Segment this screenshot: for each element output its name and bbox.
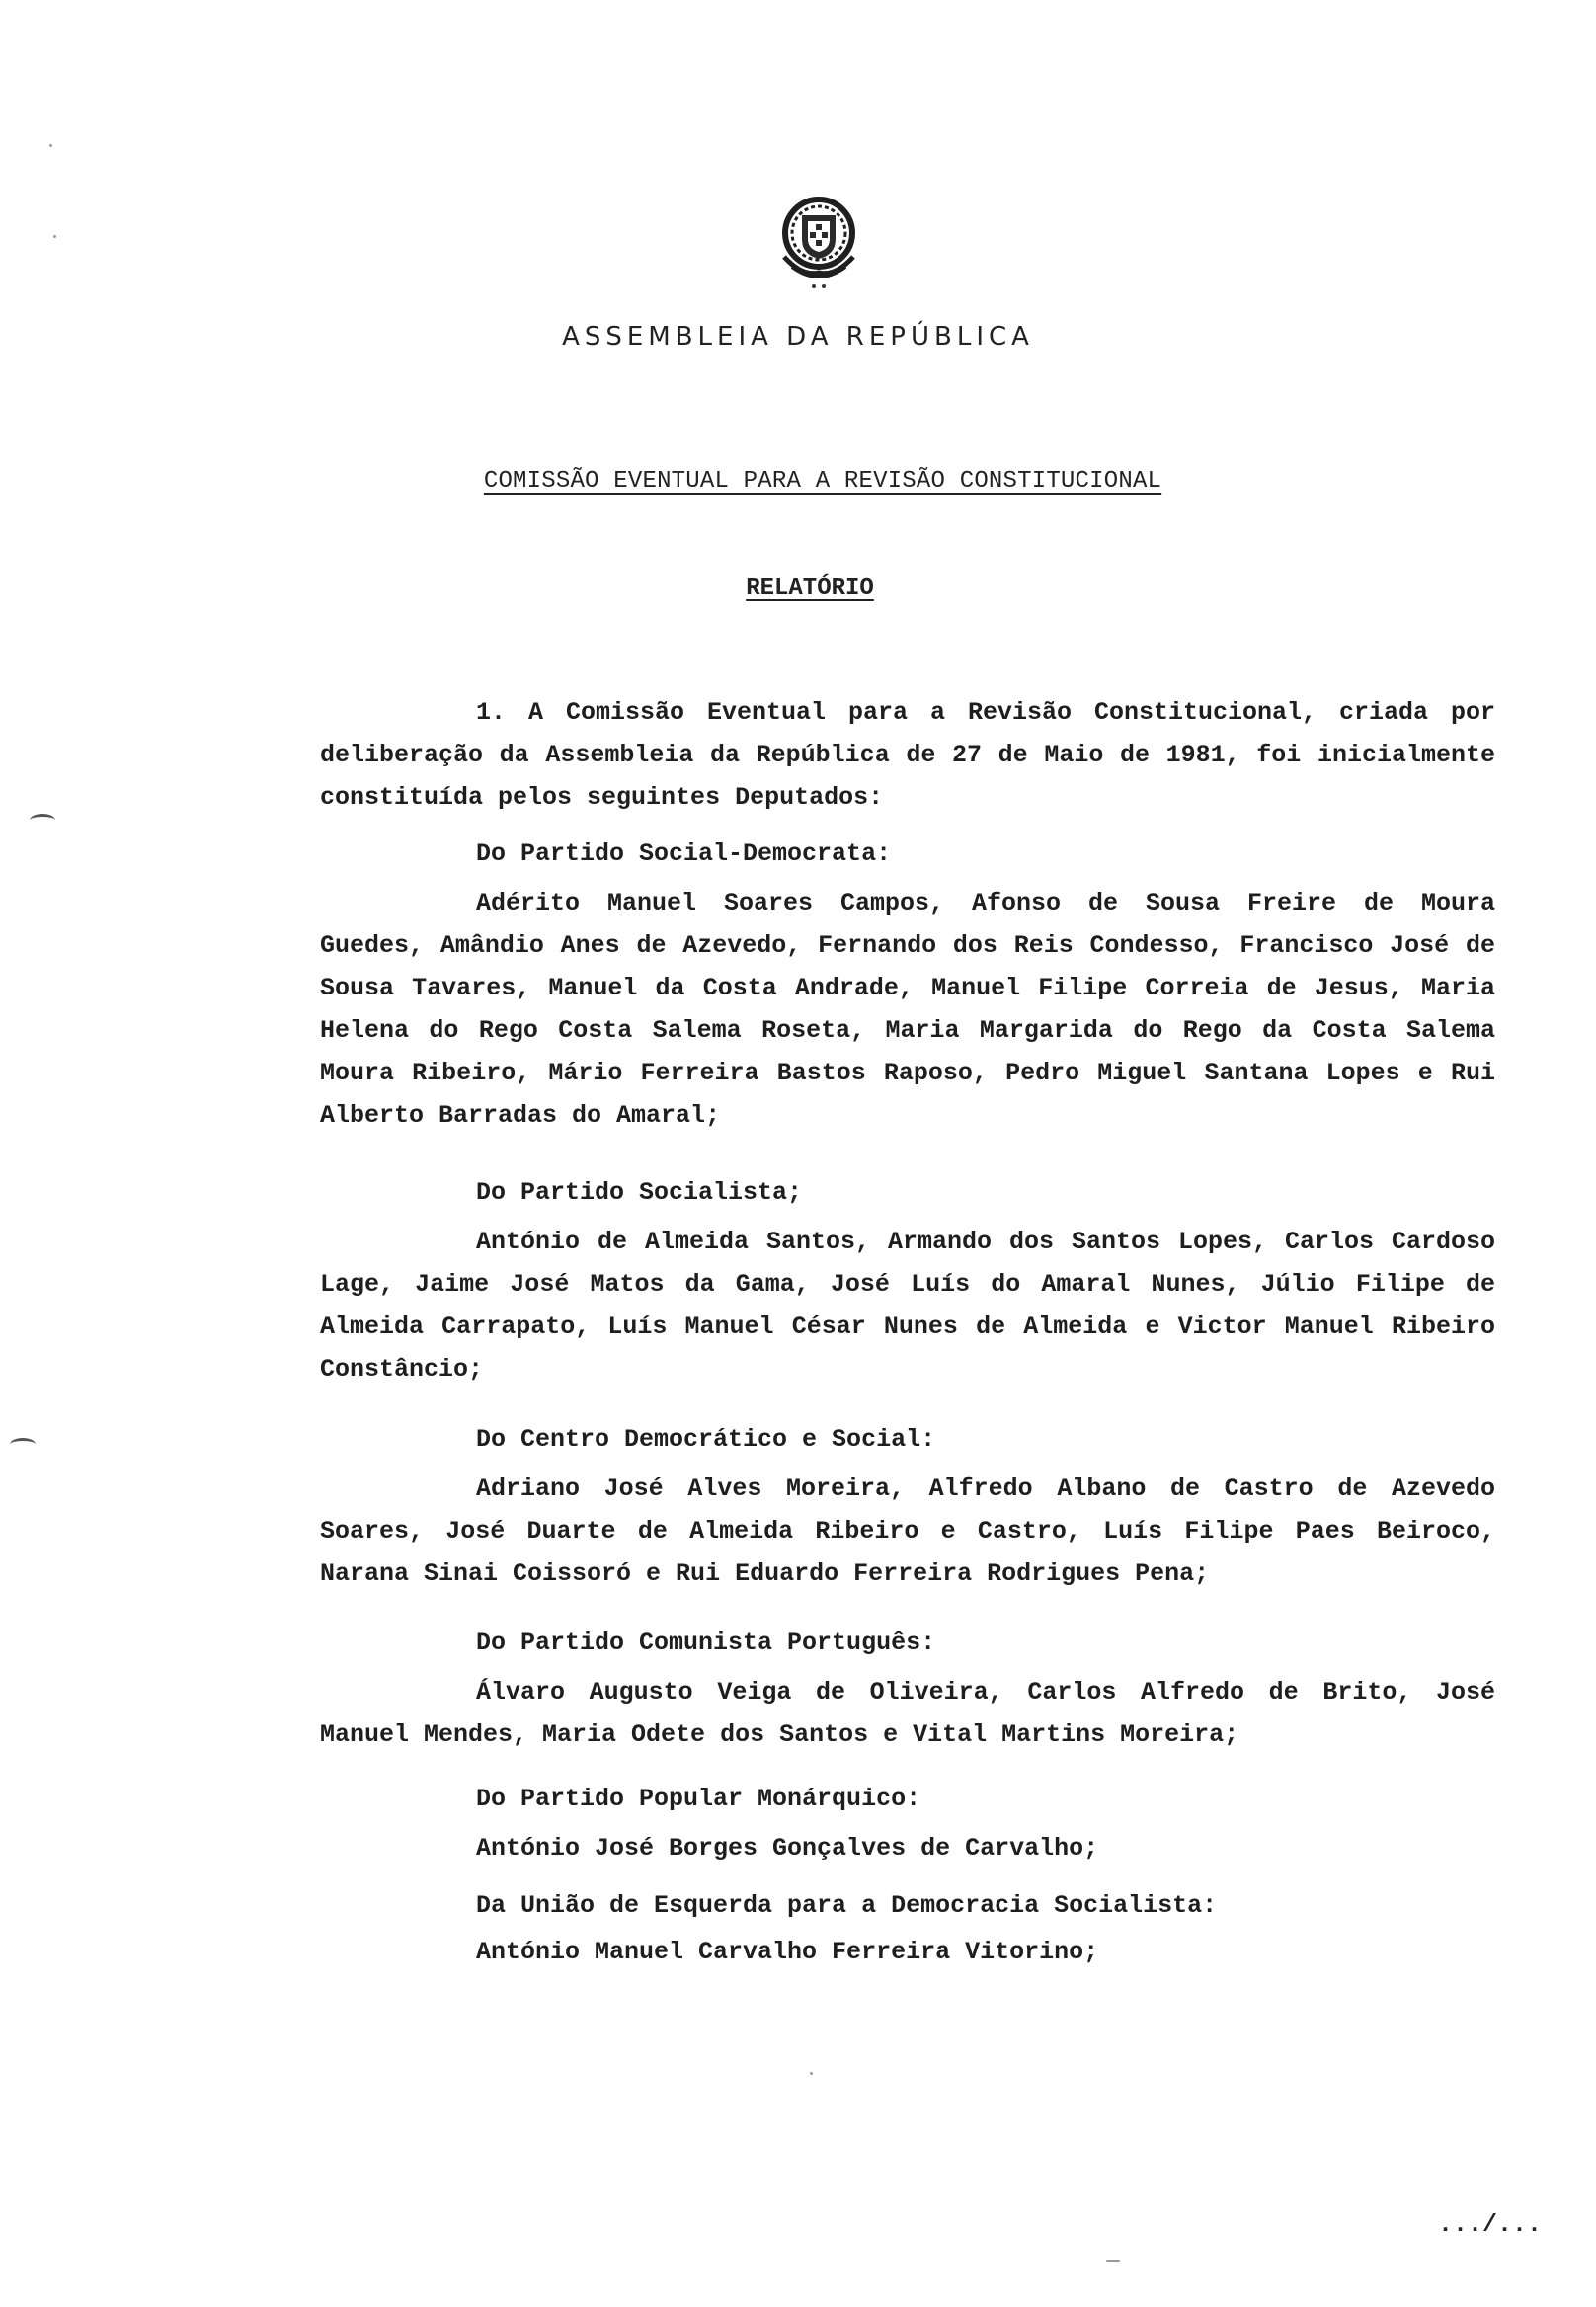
institution-name: ASSEMBLEIA DA REPÚBLICA <box>562 322 1034 352</box>
party-members-pcp: Álvaro Augusto Veiga de Oliveira, Carlos Alfredo de Brito, José Manuel Mendes, Maria Odete dos Santos e Vital Martins Moreira; <box>320 1678 1495 1749</box>
party-heading-cds: Do Centro Democrático e Social: <box>476 1425 936 1454</box>
party-members-cds: Adriano José Alves Moreira, Alfredo Albano de Castro de Azevedo Soares, José Duarte de Almeida Ribeiro e Castro, Luís Filipe Paes Beiroco, Narana Sinai Coissoró e Rui Eduardo Ferreira Rodrigues Pena; <box>320 1474 1495 1588</box>
party-heading-pcp: Do Partido Comunista Português: <box>476 1629 936 1657</box>
binding-hole-mark <box>30 814 55 827</box>
scan-speck <box>1106 2260 1120 2262</box>
page-continuation-mark: .../... <box>1438 2210 1543 2239</box>
party-members-uedds: António Manuel Carvalho Ferreira Vitorino; <box>476 1938 1099 1966</box>
intro-text: 1. A Comissão Eventual para a Revisão Constitucional, criada por deliberação da Assembleia da República de 27 de Maio de 1981, foi inicialmente constituída pelos seguintes Deputados: <box>320 698 1495 812</box>
scan-speck <box>810 2072 813 2075</box>
document-title: RELATÓRIO <box>746 575 874 601</box>
scan-speck <box>49 144 52 147</box>
party-heading-uedds: Da União de Esquerda para a Democracia Socialista: <box>476 1891 1218 1920</box>
party-members-ps: António de Almeida Santos, Armando dos Santos Lopes, Carlos Cardoso Lage, Jaime José Matos da Gama, José Luís do Amaral Nunes, Júlio Filipe de Almeida Carrapato, Luís Manuel César Nunes de Almeida e Victor Manuel Ribeiro Constâncio; <box>320 1228 1495 1384</box>
party-heading-ppm: Do Partido Popular Monárquico: <box>476 1785 921 1813</box>
party-heading-psd: Do Partido Social-Democrata: <box>476 839 892 868</box>
party-heading-ps: Do Partido Socialista; <box>476 1178 803 1207</box>
party-members-ppm: António José Borges Gonçalves de Carvalho; <box>476 1834 1099 1863</box>
intro-paragraph <box>320 691 1495 819</box>
portuguese-coat-of-arms-icon <box>772 194 865 292</box>
binding-hole-mark <box>10 1438 36 1451</box>
commission-title: COMISSÃO EVENTUAL PARA A REVISÃO CONSTITUCIONAL <box>483 468 1162 495</box>
scan-speck <box>53 235 56 238</box>
party-members-psd: Adérito Manuel Soares Campos, Afonso de Sousa Freire de Moura Guedes, Amândio Anes de Azevedo, Fernando dos Reis Condesso, Francisco José de Sousa Tavares, Manuel da Costa Andrade, Manuel Filipe Correia de Jesus, Maria Helena do Rego Costa Salema Roseta, Maria Margarida do Rego da Costa Salema Moura Ribeiro, Mário Ferreira Bastos Raposo, Pedro Miguel Santana Lopes e Rui Alberto Barradas do Amaral; <box>320 889 1495 1130</box>
